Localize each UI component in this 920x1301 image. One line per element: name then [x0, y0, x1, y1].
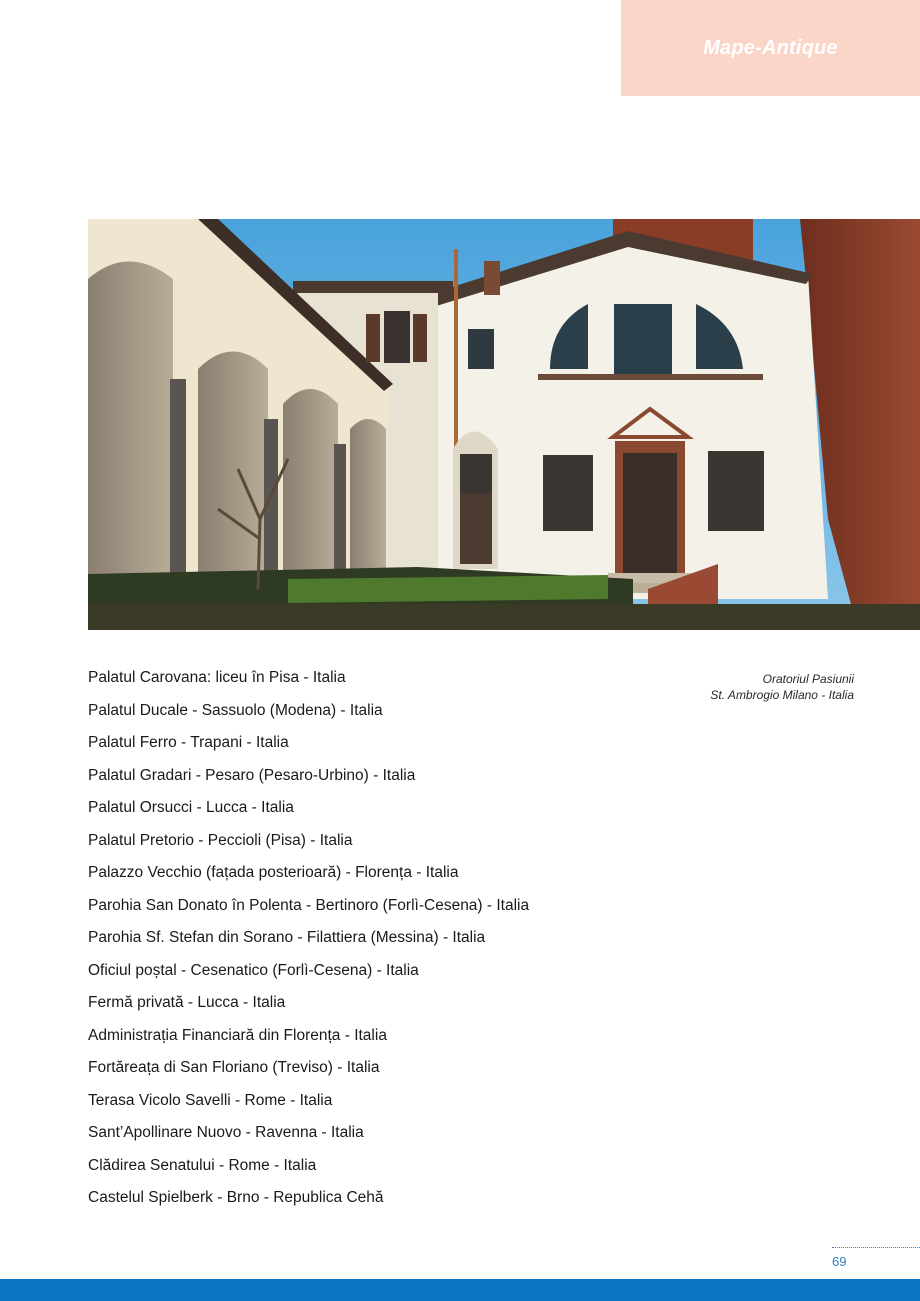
list-item: Castelul Spielberk - Brno - Republica Cehă — [88, 1189, 384, 1206]
caption-line-1: Oratoriul Pasiunii — [762, 672, 854, 686]
list-item: Palatul Gradari - Pesaro (Pesaro-Urbino) - Italia — [88, 766, 416, 784]
list-item: Fortăreața di San Floriano (Treviso) - Italia — [88, 1059, 380, 1076]
header-tab — [621, 0, 920, 96]
list-item: Parohia San Donato în Polenta - Bertinoro (Forlì-Cesena) - Italia — [88, 896, 530, 914]
list-item: Palatul Pretorio - Peccioli (Pisa) - Italia — [88, 831, 353, 849]
courtyard-photo — [88, 219, 920, 630]
reference-list — [88, 668, 648, 1221]
list-item: Sant’Apollinare Nuovo - Ravenna - Italia — [88, 1124, 364, 1141]
list-item: Palatul Carovana: liceu în Pisa - Italia — [88, 669, 346, 686]
list-item: Palazzo Vecchio (fațada posterioară) - Florența - Italia — [88, 864, 459, 881]
footer-bar — [0, 1279, 920, 1301]
list-item: Palatul Ducale - Sassuolo (Modena) - Italia — [88, 701, 383, 719]
list-item: Fermă privată - Lucca - Italia — [88, 994, 286, 1011]
list-item: Palatul Orsucci - Lucca - Italia — [88, 799, 294, 816]
list-item: Oficiul poștal - Cesenatico (Forlì-Cesena) - Italia — [88, 961, 419, 979]
list-item: Palatul Ferro - Trapani - Italia — [88, 734, 289, 751]
list-item: Parohia Sf. Stefan din Sorano - Filattiera (Messina) - Italia — [88, 929, 486, 946]
list-item: Clădirea Senatului - Rome - Italia — [88, 1156, 317, 1174]
caption-line-2: St. Ambrogio Milano - Italia — [710, 688, 854, 702]
brand-title: Mape-Antique — [703, 37, 838, 59]
page-number: 69 — [832, 1254, 847, 1269]
list-item: Administrația Financiară din Florența - Italia — [88, 1026, 387, 1044]
page-number-rule — [832, 1247, 920, 1248]
list-item: Terasa Vicolo Savelli - Rome - Italia — [88, 1091, 333, 1109]
